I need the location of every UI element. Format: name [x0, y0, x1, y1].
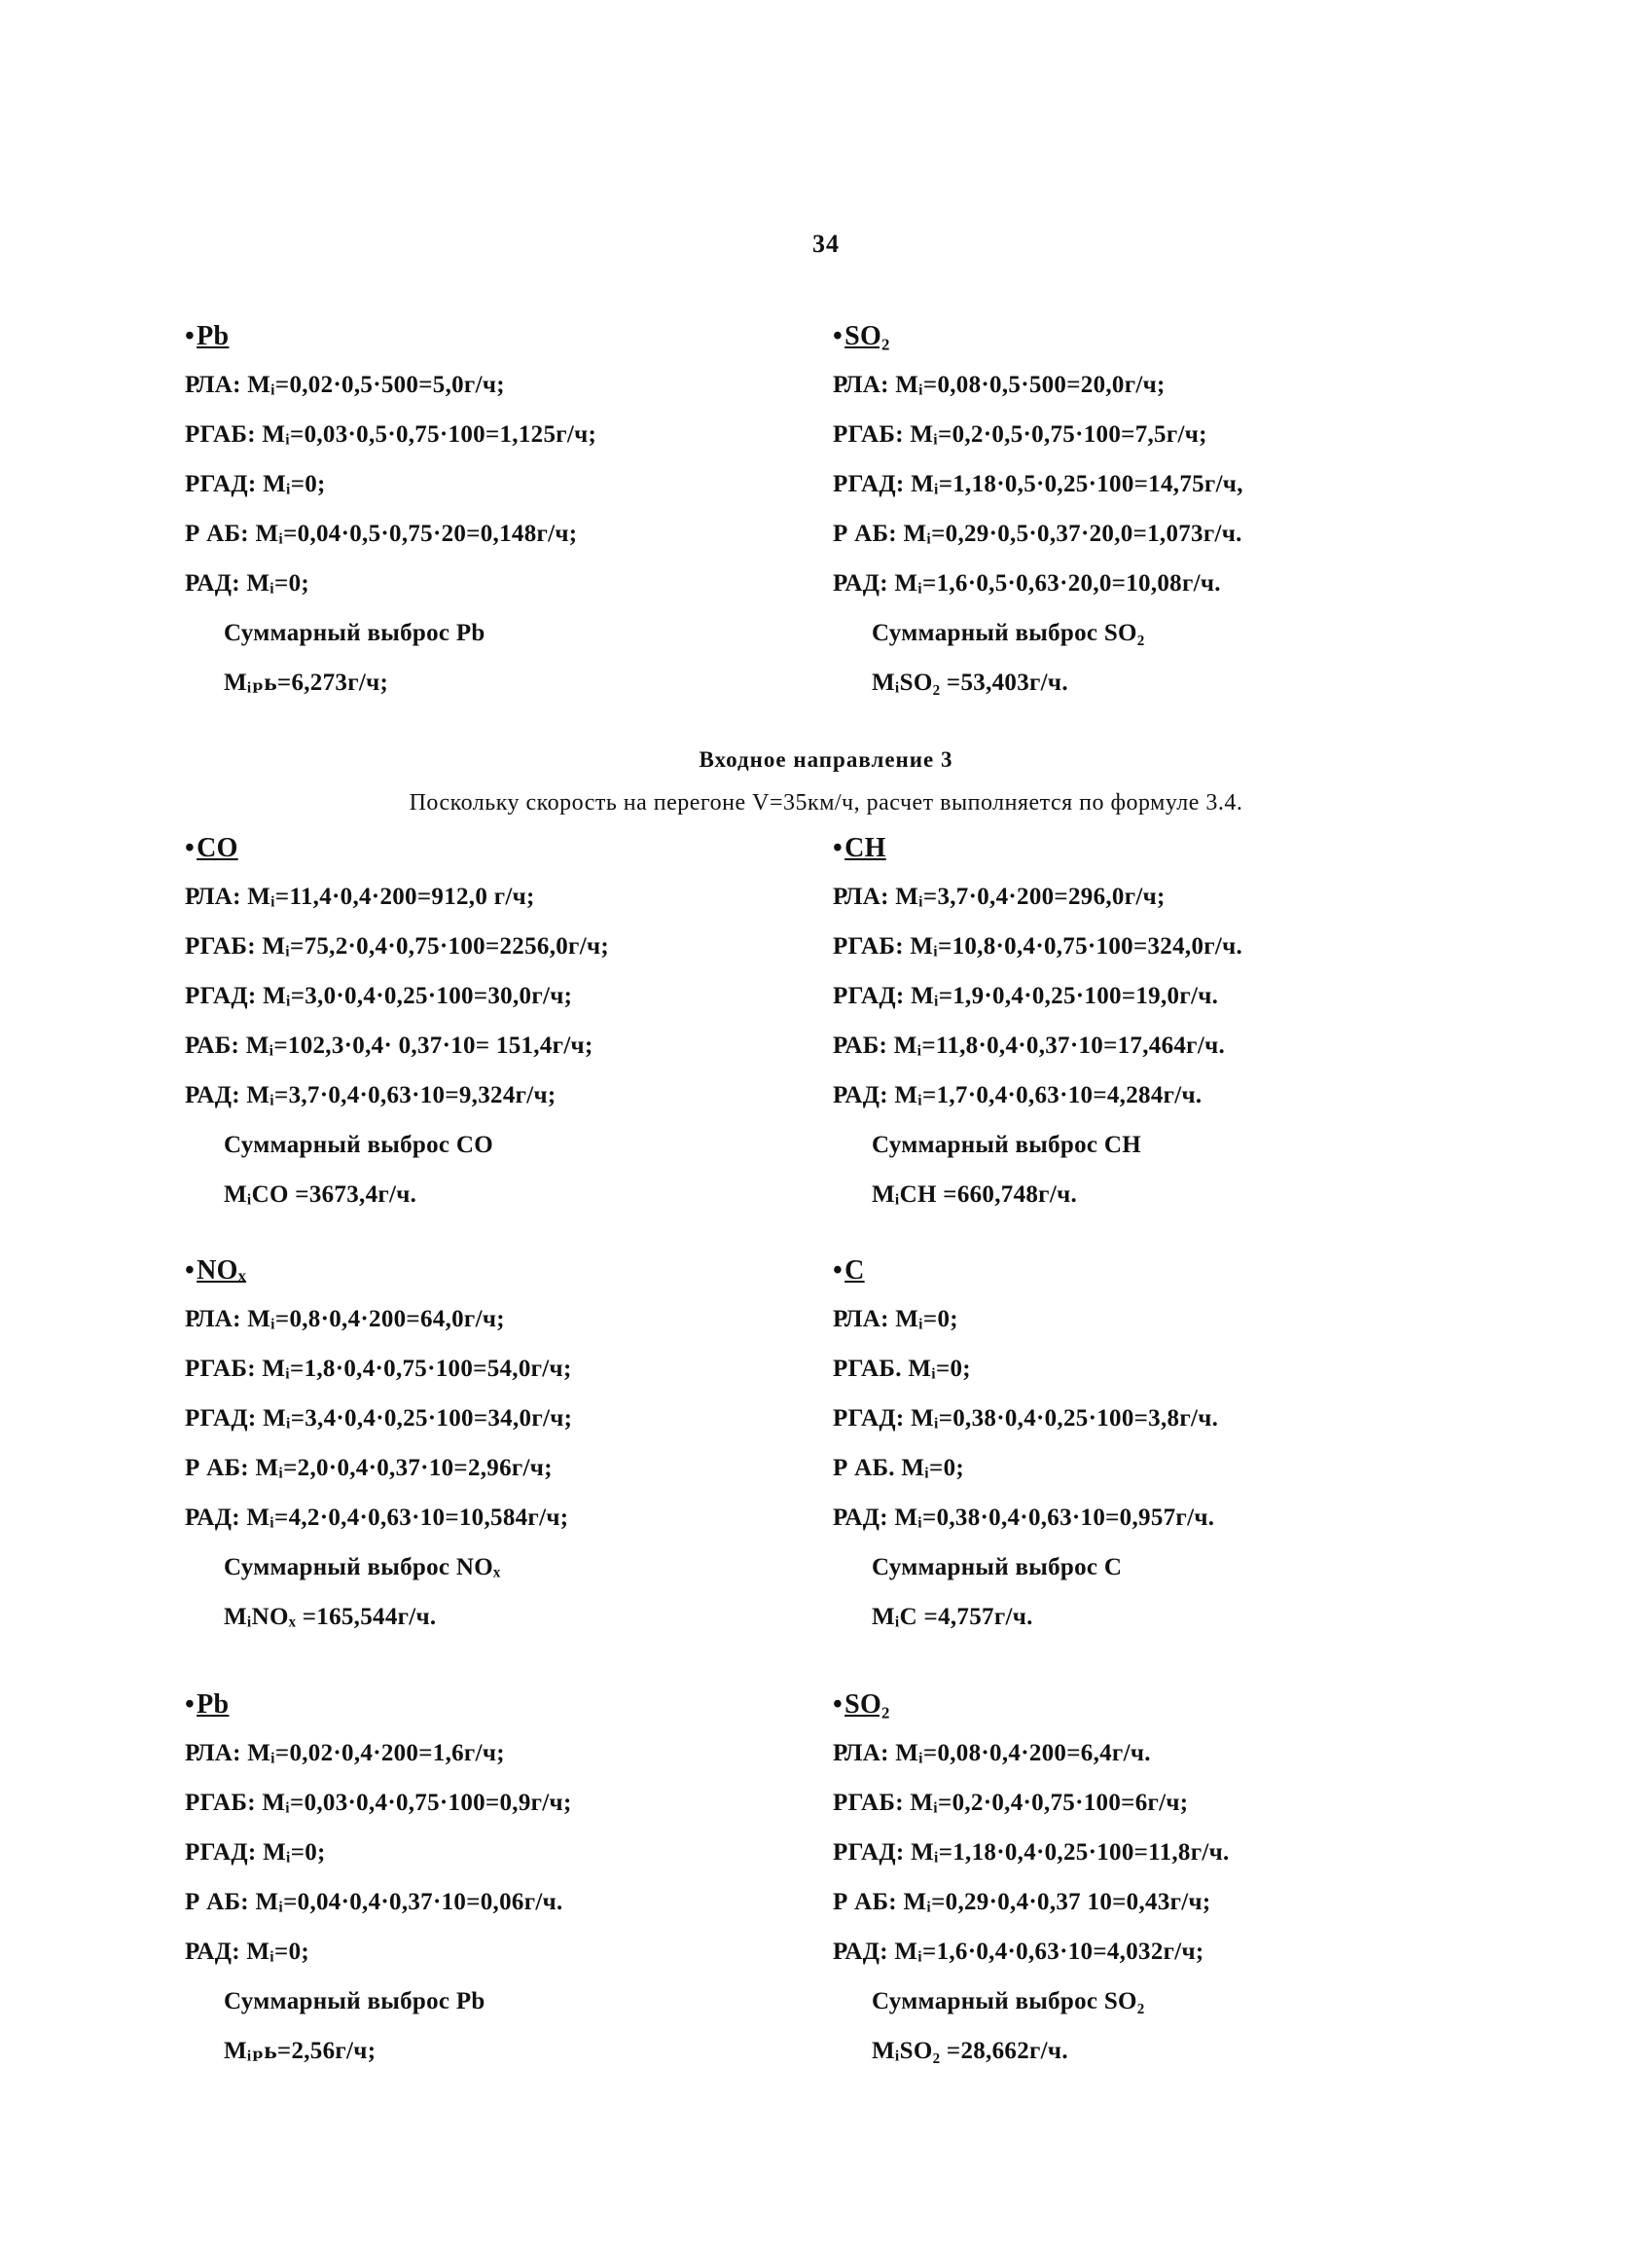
- calc-line-rgab: РГАБ. Mᵢ=0;: [833, 1356, 971, 1382]
- page-number: 34: [812, 230, 840, 258]
- pollutant-block-pb-1: [185, 313, 905, 707]
- sum-label: Суммарный выброс SO₂: [872, 1988, 1145, 2014]
- calc-line-rla: РЛА: Mᵢ=0,02·0,5·500=5,0г/ч;: [185, 372, 505, 398]
- sum-label: Суммарный выброс SO₂: [872, 620, 1145, 646]
- calc-line-rad: РАД: Mᵢ=0;: [185, 1939, 309, 1965]
- calc-line-rgad: РГАД: Mᵢ=0,38·0,4·0,25·100=3,8г/ч.: [833, 1405, 1219, 1432]
- calc-line-rgad: РГАД: Mᵢ=0;: [185, 1839, 326, 1866]
- calc-line-rad: РАД: Mᵢ=0;: [185, 570, 309, 597]
- sum-value: Mᵢₚь=6,273г/ч;: [224, 670, 389, 696]
- calc-line-rgab: РГАБ: Mᵢ=1,8·0,4·0,75·100=54,0г/ч;: [185, 1356, 572, 1382]
- pollutant-title: •Pb: [185, 1689, 230, 1720]
- sum-value: MᵢSO₂ =53,403г/ч.: [872, 670, 1068, 696]
- calc-line-rad: РАД: Mᵢ=1,6·0,5·0,63·20,0=10,08г/ч.: [833, 570, 1221, 597]
- section-note: Поскольку скорость на перегоне V=35км/ч, расчет выполняется по формуле 3.4.: [409, 790, 1243, 816]
- calc-line-rab: РАБ: Mᵢ=102,3·0,4· 0,37·10= 151,4г/ч;: [185, 1033, 593, 1059]
- calc-line-rab: РАБ: Mᵢ=11,8·0,4·0,37·10=17,464г/ч.: [833, 1033, 1226, 1059]
- calc-line-rgab: РГАБ: Mᵢ=0,03·0,4·0,75·100=0,9г/ч;: [185, 1790, 572, 1816]
- calc-line-rab: Р АБ: Mᵢ=0,04·0,4·0,37·10=0,06г/ч.: [185, 1889, 563, 1915]
- calc-line-rla: РЛА: Mᵢ=0,02·0,4·200=1,6г/ч;: [185, 1740, 505, 1766]
- pollutant-title: •SO₂: [833, 1689, 890, 1720]
- calc-line-rab: Р АБ: Mᵢ=0,29·0,4·0,37 10=0,43г/ч;: [833, 1889, 1211, 1915]
- calc-line-rgab: РГАБ: Mᵢ=0,2·0,5·0,75·100=7,5г/ч;: [833, 421, 1207, 448]
- sum-label: Суммарный выброс Pb: [224, 620, 485, 646]
- sum-label: Суммарный выброс C: [872, 1554, 1123, 1580]
- sum-value: MᵢCH =660,748г/ч.: [872, 1181, 1078, 1208]
- calc-line-rgad: РГАД: Mᵢ=1,9·0,4·0,25·100=19,0г/ч.: [833, 983, 1219, 1009]
- calc-line-rgad: РГАД: Mᵢ=1,18·0,5·0,25·100=14,75г/ч,: [833, 471, 1243, 497]
- sum-value: Mᵢₚь=2,56г/ч;: [224, 2038, 377, 2064]
- calc-line-rgab: РГАБ: Mᵢ=0,2·0,4·0,75·100=6г/ч;: [833, 1790, 1189, 1816]
- section-heading: Входное направление 3: [699, 747, 953, 772]
- pollutant-block-nox: [185, 1248, 905, 1642]
- pollutant-block-co: [185, 825, 905, 1219]
- pollutant-title: •CO: [185, 833, 238, 863]
- calc-line-rad: РАД: Mᵢ=4,2·0,4·0,63·10=10,584г/ч;: [185, 1505, 569, 1531]
- pollutant-title: •Pb: [185, 321, 230, 351]
- pollutant-block-so2-1: [833, 313, 1553, 707]
- sum-label: Суммарный выброс CH: [872, 1132, 1141, 1158]
- calc-line-rgad: РГАД: Mᵢ=3,4·0,4·0,25·100=34,0г/ч;: [185, 1405, 573, 1432]
- sum-label: Суммарный выброс NOₓ: [224, 1554, 501, 1580]
- sum-value: MᵢSO₂ =28,662г/ч.: [872, 2038, 1068, 2064]
- calc-line-rla: РЛА: Mᵢ=0,08·0,4·200=6,4г/ч.: [833, 1740, 1151, 1766]
- calc-line-rab: Р АБ. Mᵢ=0;: [833, 1455, 965, 1481]
- calc-line-rab: Р АБ: Mᵢ=2,0·0,4·0,37·10=2,96г/ч;: [185, 1455, 553, 1481]
- calc-line-rgad: РГАД: Mᵢ=3,0·0,4·0,25·100=30,0г/ч;: [185, 983, 573, 1009]
- sum-label: Суммарный выброс Pb: [224, 1988, 485, 2014]
- calc-line-rgab: РГАБ: Mᵢ=10,8·0,4·0,75·100=324,0г/ч.: [833, 933, 1243, 960]
- calc-line-rla: РЛА: Mᵢ=0,8·0,4·200=64,0г/ч;: [185, 1306, 505, 1332]
- calc-line-rla: РЛА: Mᵢ=0;: [833, 1306, 958, 1332]
- sum-value: MᵢCO =3673,4г/ч.: [224, 1181, 417, 1208]
- calc-line-rad: РАД: Mᵢ=0,38·0,4·0,63·10=0,957г/ч.: [833, 1505, 1215, 1531]
- pollutant-title: •NOₓ: [185, 1255, 247, 1286]
- calc-line-rab: Р АБ: Mᵢ=0,29·0,5·0,37·20,0=1,073г/ч.: [833, 521, 1242, 547]
- calc-line-rla: РЛА: Mᵢ=0,08·0,5·500=20,0г/ч;: [833, 372, 1166, 398]
- calc-line-rla: РЛА: Mᵢ=3,7·0,4·200=296,0г/ч;: [833, 884, 1166, 910]
- sum-label: Суммарный выброс CO: [224, 1132, 493, 1158]
- calc-line-rab: Р АБ: Mᵢ=0,04·0,5·0,75·20=0,148г/ч;: [185, 521, 578, 547]
- sum-value: MᵢNOₓ =165,544г/ч.: [224, 1604, 437, 1630]
- calc-line-rgab: РГАБ: Mᵢ=75,2·0,4·0,75·100=2256,0г/ч;: [185, 933, 609, 960]
- pollutant-block-c: [833, 1248, 1553, 1642]
- sum-value: MᵢC =4,757г/ч.: [872, 1604, 1033, 1630]
- calc-line-rad: РАД: Mᵢ=1,6·0,4·0,63·10=4,032г/ч;: [833, 1939, 1204, 1965]
- calc-line-rgad: РГАД: Mᵢ=1,18·0,4·0,25·100=11,8г/ч.: [833, 1839, 1230, 1866]
- calc-line-rad: РАД: Mᵢ=1,7·0,4·0,63·10=4,284г/ч.: [833, 1082, 1203, 1108]
- pollutant-block-ch: [833, 825, 1553, 1219]
- calc-line-rgab: РГАБ: Mᵢ=0,03·0,5·0,75·100=1,125г/ч;: [185, 421, 597, 448]
- pollutant-title: •CH: [833, 833, 886, 863]
- pollutant-block-so2-2: [833, 1682, 1553, 2076]
- calc-line-rla: РЛА: Mᵢ=11,4·0,4·200=912,0 г/ч;: [185, 884, 535, 910]
- pollutant-title: •SO₂: [833, 321, 890, 351]
- pollutant-block-pb-2: [185, 1682, 905, 2076]
- pollutant-title: •C: [833, 1255, 865, 1286]
- calc-line-rad: РАД: Mᵢ=3,7·0,4·0,63·10=9,324г/ч;: [185, 1082, 557, 1108]
- calc-line-rgad: РГАД: Mᵢ=0;: [185, 471, 326, 497]
